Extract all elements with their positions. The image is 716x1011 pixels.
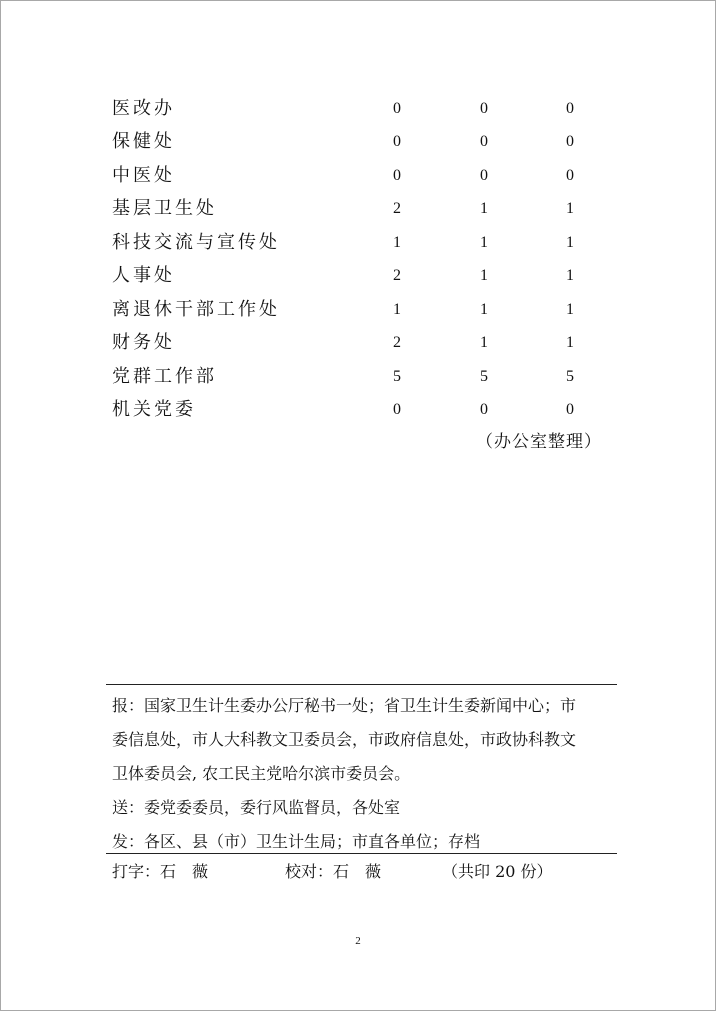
value-cell: 2 <box>393 267 401 284</box>
value-cell: 0 <box>393 100 401 117</box>
value-cell: 5 <box>480 368 488 385</box>
divider-top <box>106 684 617 685</box>
table-row <box>1 162 715 190</box>
value-cell: 0 <box>393 401 401 418</box>
value-cell: 0 <box>566 100 574 117</box>
value-cell: 1 <box>566 234 574 251</box>
value-cell: 1 <box>393 301 401 318</box>
table-row <box>1 195 715 223</box>
value-cell: 0 <box>566 133 574 150</box>
send-line: 送：委党委委员，委行风监督员，各处室 <box>112 798 401 817</box>
value-cell: 0 <box>480 133 488 150</box>
report-line: 委信息处，市人大科教文卫委员会，市政府信息处，市政协科教文 <box>112 730 577 749</box>
table-row <box>1 329 715 357</box>
value-cell: 0 <box>480 167 488 184</box>
value-cell: 1 <box>566 301 574 318</box>
value-cell: 0 <box>480 401 488 418</box>
copies-count: （共印 20 份） <box>442 862 553 881</box>
value-cell: 1 <box>566 267 574 284</box>
issue-line: 发：各区、县（市）卫生计生局；市直各单位；存档 <box>112 832 481 851</box>
page-number: 2 <box>355 935 361 947</box>
value-cell: 0 <box>393 167 401 184</box>
table-row <box>1 296 715 324</box>
typist: 打字：石 薇 <box>112 862 209 881</box>
value-cell: 5 <box>566 368 574 385</box>
table-row <box>1 396 715 424</box>
value-cell: 1 <box>480 334 488 351</box>
proofreader: 校对：石 薇 <box>285 862 382 881</box>
value-cell: 1 <box>480 301 488 318</box>
department-name: 保健处 <box>112 131 175 152</box>
distribution-block <box>112 689 618 859</box>
table-row <box>1 128 715 156</box>
value-cell: 5 <box>393 368 401 385</box>
value-cell: 1 <box>566 334 574 351</box>
value-cell: 0 <box>566 401 574 418</box>
table-row <box>1 363 715 391</box>
report-line: 卫体委员会, 农工民主党哈尔滨市委员会。 <box>112 764 411 783</box>
department-name: 党群工作部 <box>112 366 217 387</box>
value-cell: 1 <box>566 200 574 217</box>
value-cell: 0 <box>480 100 488 117</box>
department-name: 基层卫生处 <box>112 198 217 219</box>
report-line: 报：国家卫生计生委办公厅秘书一处；省卫生计生委新闻中心；市 <box>112 696 577 715</box>
table-row <box>1 262 715 290</box>
department-name: 人事处 <box>112 265 175 286</box>
value-cell: 1 <box>393 234 401 251</box>
department-name: 财务处 <box>112 332 175 353</box>
value-cell: 2 <box>393 334 401 351</box>
compiler-credit: （办公室整理） <box>476 432 602 452</box>
value-cell: 0 <box>566 167 574 184</box>
value-cell: 1 <box>480 267 488 284</box>
value-cell: 1 <box>480 200 488 217</box>
department-name: 中医处 <box>112 165 175 186</box>
value-cell: 0 <box>393 133 401 150</box>
department-name: 科技交流与宣传处 <box>112 232 280 253</box>
value-cell: 1 <box>480 234 488 251</box>
table-row <box>1 229 715 257</box>
department-name: 医改办 <box>112 98 175 119</box>
divider-bottom <box>106 853 617 854</box>
department-name: 机关党委 <box>112 399 196 420</box>
value-cell: 2 <box>393 200 401 217</box>
department-name: 离退休干部工作处 <box>112 299 280 320</box>
typing-info <box>112 858 617 886</box>
table-row <box>1 95 715 123</box>
